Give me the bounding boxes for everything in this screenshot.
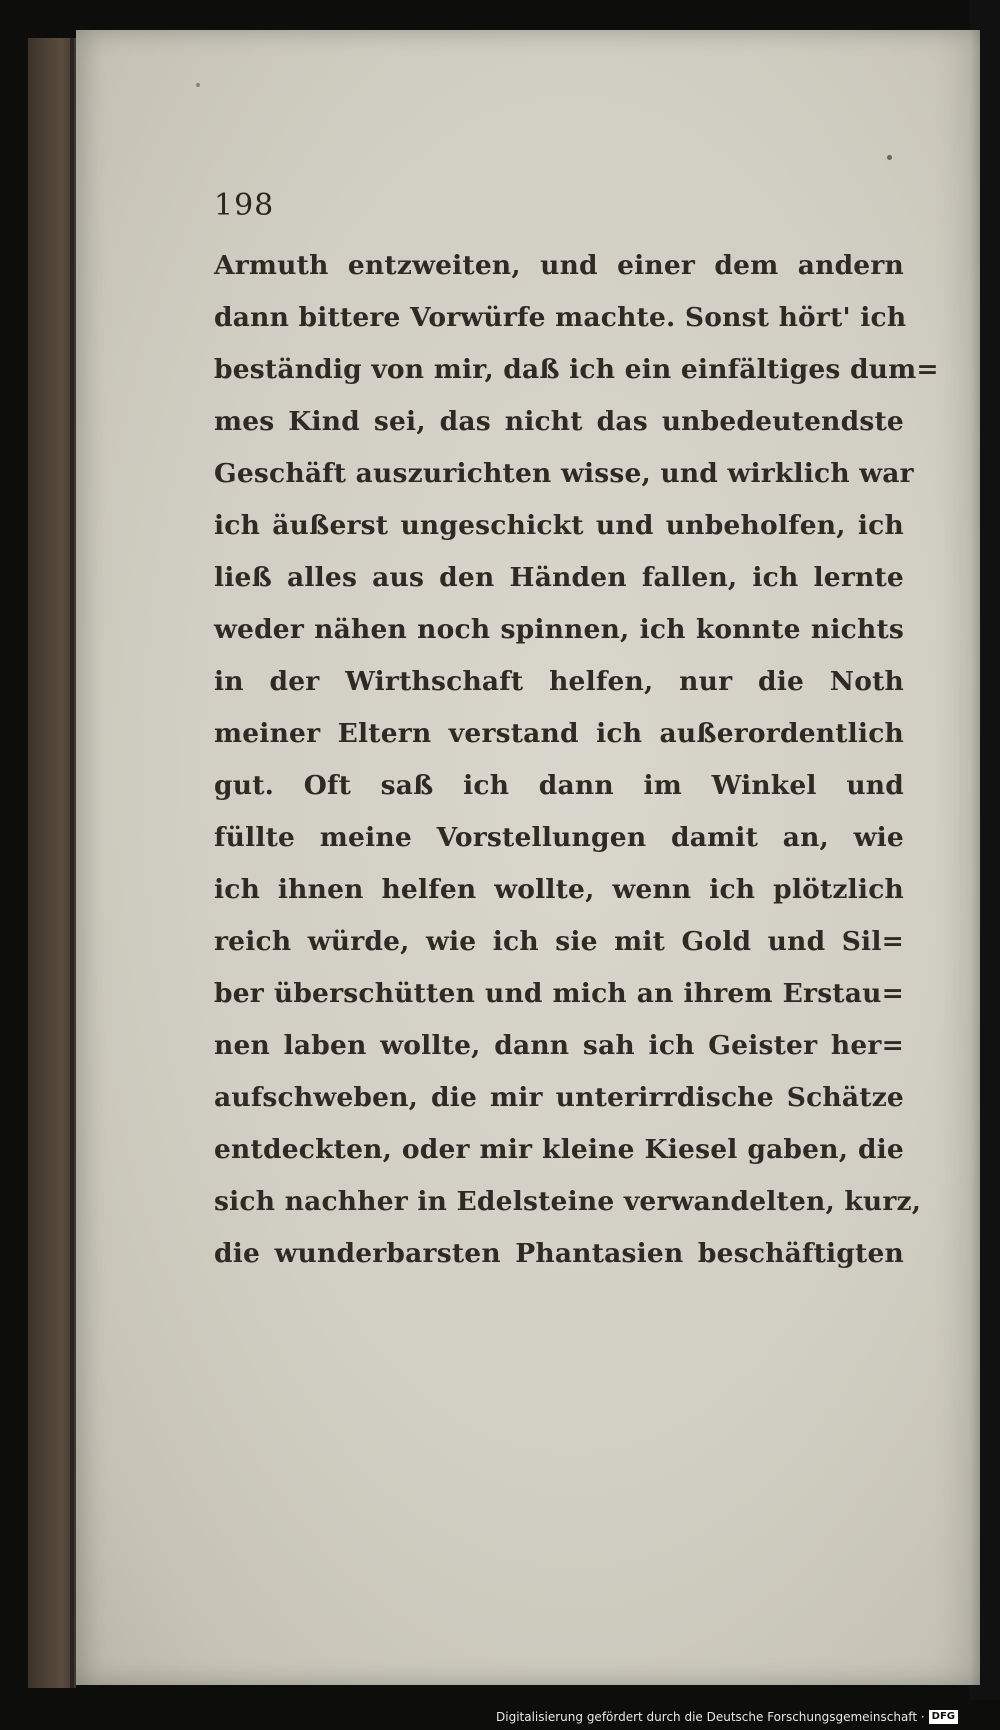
text-line: in der Wirthschaft helfen, nur die Noth [214, 666, 904, 697]
text-line: füllte meine Vorstellungen damit an, wie [214, 822, 904, 853]
text-line: reich würde, wie ich sie mit Gold und Sil= [214, 926, 904, 957]
body-text [214, 240, 939, 1280]
page-edge-shadow [970, 30, 980, 1685]
digitization-credit [496, 1710, 958, 1724]
text-line: meiner Eltern verstand ich außerordentlich [214, 718, 904, 749]
text-line: gut. Oft saß ich dann im Winkel und [214, 770, 904, 801]
text-line: dann bittere Vorwürfe machte. Sonst hört' ich [214, 302, 907, 333]
credit-text: Digitalisierung gefördert durch die Deutsche Forschungsgemeinschaft · [496, 1710, 925, 1724]
text-line: Geschäft auszurichten wisse, und wirklich war [214, 458, 914, 489]
dfg-logo-icon: DFG [929, 1710, 958, 1724]
text-line: Armuth entzweiten, und einer dem andern [214, 250, 904, 281]
text-line: beständig von mir, daß ich ein einfältiges dum= [214, 354, 939, 385]
cover-spine-line [70, 38, 74, 1688]
text-line: weder nähen noch spinnen, ich konnte nichts [214, 614, 904, 645]
text-line: ich ihnen helfen wollte, wenn ich plötzlich [214, 874, 904, 905]
paper-speck [196, 83, 200, 87]
text-line: ber überschütten und mich an ihrem Erstau= [214, 978, 904, 1009]
paper-speck [887, 155, 892, 160]
page-number: 198 [214, 188, 275, 223]
book-cover-edge [28, 38, 76, 1688]
text-line: sich nachher in Edelsteine verwandelten, kurz, [214, 1186, 922, 1217]
text-line: nen laben wollte, dann sah ich Geister her= [214, 1030, 904, 1061]
text-line: die wunderbarsten Phantasien beschäftigten [214, 1238, 904, 1269]
text-line: ich äußerst ungeschickt und unbeholfen, ich [214, 510, 904, 541]
text-line: entdeckten, oder mir kleine Kiesel gaben, die [214, 1134, 904, 1165]
text-line: aufschweben, die mir unterirrdische Schätze [214, 1082, 904, 1113]
text-line: mes Kind sei, das nicht das unbedeutendste [214, 406, 904, 437]
text-line: ließ alles aus den Händen fallen, ich lernte [214, 562, 904, 593]
